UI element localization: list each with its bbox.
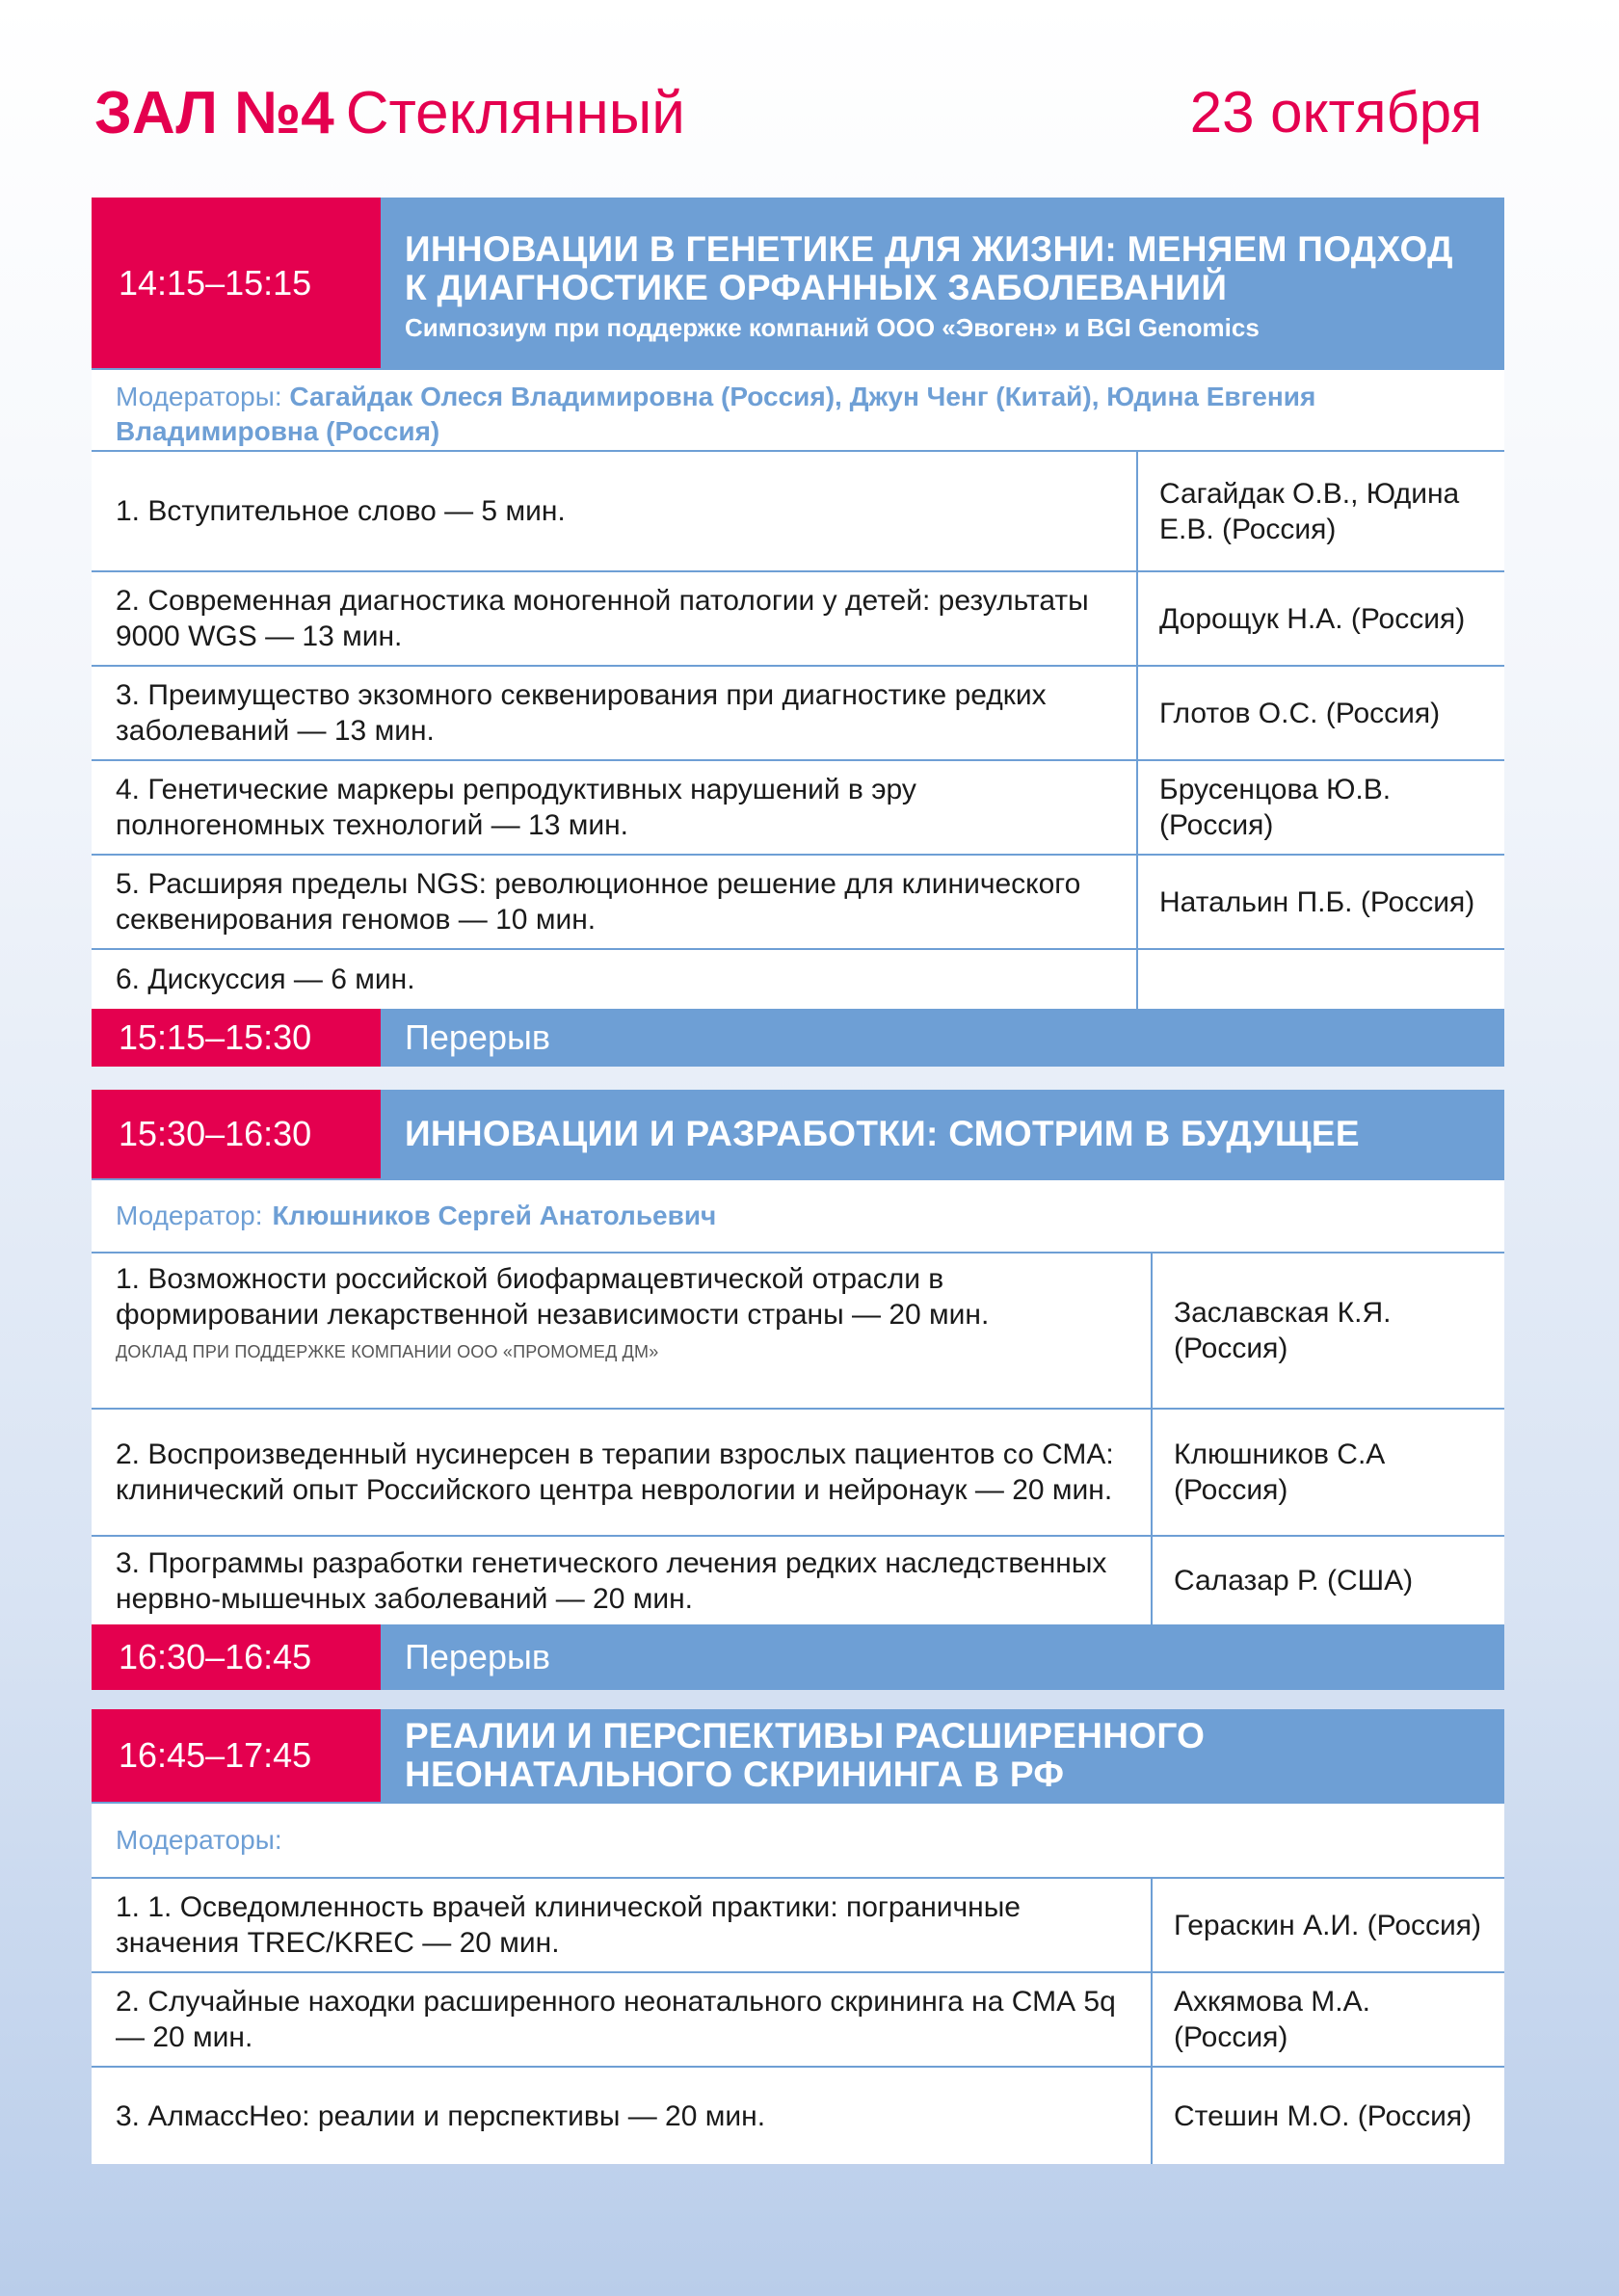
talk-cell xyxy=(92,1254,1153,1408)
session-title-cell xyxy=(381,1709,1504,1802)
moderator-names: Клюшников Сергей Анатольевич xyxy=(272,1201,717,1230)
talk-speaker: Глотов О.С. (Россия) xyxy=(1159,697,1441,729)
talk-speaker: Клюшников С.А (Россия) xyxy=(1174,1438,1386,1506)
session-header xyxy=(92,1090,1504,1178)
moderator-names: Сагайдак Олеся Владимировна (Россия), Джун Ченг (Китай), Юдина Евгения Владимировна (Россия) xyxy=(116,382,1316,446)
break-row xyxy=(92,1009,1504,1067)
hall-title xyxy=(94,79,685,147)
talk-row xyxy=(92,761,1504,856)
talk-speaker: Натальин П.Б. (Россия) xyxy=(1159,885,1475,918)
talk-row xyxy=(92,452,1504,572)
moderator-label: Модераторы: xyxy=(116,382,282,411)
break-row xyxy=(92,1624,1504,1690)
talk-title: 1. Возможности российской биофармацевтической отрасли в формировании лекарственной независимости страны — 20 мин. xyxy=(116,1263,990,1331)
talk-row xyxy=(92,667,1504,761)
break-time: 15:15–15:30 xyxy=(92,1009,381,1067)
break-label: Перерыв xyxy=(381,1009,1504,1067)
talk-row xyxy=(92,2068,1504,2164)
session-subtitle: Симпозиум при поддержке компаний ООО «Эвоген» и BGI Genomics xyxy=(405,313,1260,342)
talk-title: 3. Преимущество экзомного секвенирования при диагностике редких заболеваний — 13 мин. xyxy=(92,667,1138,759)
talk-row xyxy=(92,1537,1504,1624)
session-title: ИННОВАЦИИ В ГЕНЕТИКЕ ДЛЯ ЖИЗНИ: МЕНЯЕМ ПОДХОД К ДИАГНОСТИКЕ ОРФАННЫХ ЗАБОЛЕВАНИЙ xyxy=(405,229,1453,307)
talk-row xyxy=(92,950,1504,1009)
talk-title: 2. Современная диагностика моногенной патологии у детей: результаты 9000 WGS — 13 мин. xyxy=(92,572,1138,665)
talk-row xyxy=(92,856,1504,950)
talk-speaker: Брусенцова Ю.В. (Россия) xyxy=(1159,774,1392,841)
talk-title: 6. Дискуссия — 6 мин. xyxy=(92,950,1138,1009)
talk-sponsor-note: ДОКЛАД ПРИ ПОДДЕРЖКЕ КОМПАНИИ ООО «ПРОМОМЕД ДМ» xyxy=(116,1342,659,1361)
talk-title: 3. Программы разработки генетического лечения редких наследственных нервно-мышечных заболеваний — 20 мин. xyxy=(92,1537,1153,1624)
moderators xyxy=(92,368,1504,452)
session-title: РЕАЛИИ И ПЕРСПЕКТИВЫ РАСШИРЕННОГО НЕОНАТАЛЬНОГО СКРИНИНГА В РФ xyxy=(405,1716,1206,1794)
talk-title: 1. Вступительное слово — 5 мин. xyxy=(92,452,1138,570)
talk-speaker: Салазар Р. (США) xyxy=(1174,1565,1414,1597)
session-title: ИННОВАЦИИ И РАЗРАБОТКИ: СМОТРИМ В БУДУЩЕЕ xyxy=(405,1114,1360,1153)
moderators xyxy=(92,1178,1504,1254)
session-time: 14:15–15:15 xyxy=(92,198,381,368)
talk-speaker: Гераскин А.И. (Россия) xyxy=(1174,1909,1482,1941)
talk-title: 3. АлмассНео: реалии и перспективы — 20 мин. xyxy=(92,2068,1153,2164)
talk-row xyxy=(92,572,1504,667)
session-title-cell xyxy=(381,198,1504,368)
talk-row xyxy=(92,1973,1504,2068)
session-time: 15:30–16:30 xyxy=(92,1090,381,1178)
moderator-label: Модераторы: xyxy=(116,1825,282,1855)
break-time: 16:30–16:45 xyxy=(92,1624,381,1690)
talk-speaker: Ахкямова М.А. (Россия) xyxy=(1174,1986,1370,2053)
hall-name: Стеклянный xyxy=(345,80,685,146)
talk-title: 4. Генетические маркеры репродуктивных нарушений в эру полногеномных технологий — 13 мин. xyxy=(92,761,1138,854)
talk-speaker: Дорощук Н.А. (Россия) xyxy=(1159,602,1466,635)
moderators xyxy=(92,1802,1504,1879)
talk-title: 2. Случайные находки расширенного неонатального скрининга на СМА 5q — 20 мин. xyxy=(92,1973,1153,2066)
page-header xyxy=(94,79,1482,156)
moderator-label: Модератор: xyxy=(116,1201,263,1230)
schedule xyxy=(92,198,1504,2164)
talk-title: 5. Расширяя пределы NGS: революционное решение для клинического секвенирования геномов — 10 мин. xyxy=(92,856,1138,948)
session-header xyxy=(92,1709,1504,1802)
talk-speaker: Стешин М.О. (Россия) xyxy=(1174,2099,1473,2132)
talk-row xyxy=(92,1410,1504,1537)
break-label: Перерыв xyxy=(381,1624,1504,1690)
event-date: 23 октября xyxy=(1189,80,1482,145)
talk-speaker: Заславская К.Я. (Россия) xyxy=(1174,1297,1392,1364)
session-header xyxy=(92,198,1504,368)
talk-speaker: Сагайдак О.В., Юдина Е.В. (Россия) xyxy=(1159,477,1460,545)
session-time: 16:45–17:45 xyxy=(92,1709,381,1802)
hall-number: ЗАЛ №4 xyxy=(94,80,334,146)
talk-speaker xyxy=(1138,950,1504,1009)
talk-row xyxy=(92,1879,1504,1973)
session-title-cell xyxy=(381,1090,1504,1178)
talk-title: 1. 1. Осведомленность врачей клинической практики: пограничные значения TREC/KREC — 20 мин. xyxy=(92,1879,1153,1971)
talk-row xyxy=(92,1254,1504,1410)
talk-title: 2. Воспроизведенный нусинерсен в терапии взрослых пациентов со СМА: клинический опыт Российского центра неврологии и нейронаук — 20 мин. xyxy=(92,1410,1153,1535)
